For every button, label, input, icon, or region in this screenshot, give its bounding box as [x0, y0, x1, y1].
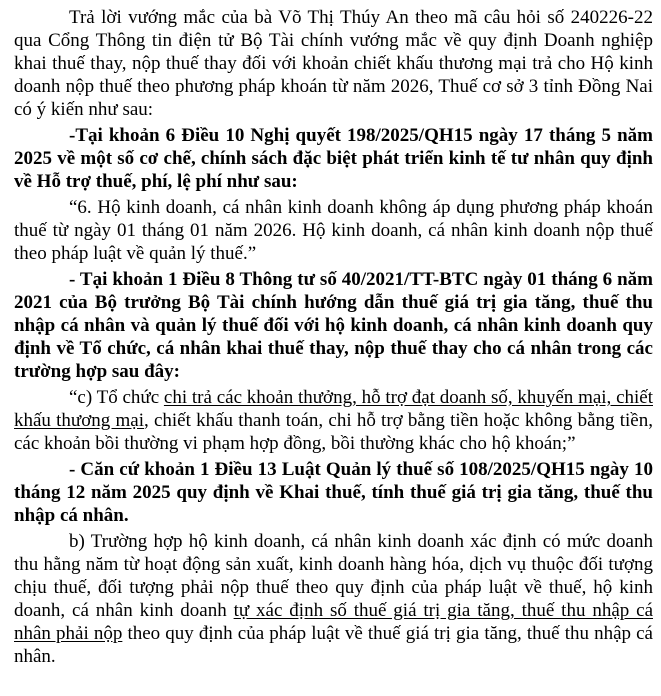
text-segment: “6. Hộ kinh doanh, cá nhân kinh doanh không áp dụng phương pháp khoán thuế từ ngày 01 tháng 01 năm 2026. Hộ kinh doanh, cá nhân kinh doanh nộp thuế theo pháp luật về quản lý thuế.”	[14, 197, 653, 264]
paragraph-quote-diem-c	[14, 386, 653, 455]
paragraph-citation-luat-108	[14, 458, 653, 527]
paragraph-intro	[14, 6, 653, 121]
text-segment: , chiết khấu thanh toán, chi hỗ trợ bằng tiền hoặc không bằng tiền, các khoản bồi thường vi phạm hợp đồng, bồi thường khác cho hộ khoán;”	[14, 410, 653, 454]
paragraph-citation-nghi-quyet-198	[14, 124, 653, 193]
text-segment: “c) Tổ chức	[69, 387, 164, 408]
text-segment: b) Trường hợp hộ kinh doanh, cá nhân kinh doanh xác định có mức doanh thu hằng năm từ hoạt động sản xuất, kinh doanh hàng hóa, dịch vụ thuộc đối tượng chịu thuế, đối tượng phải nộp thuế theo quy định của pháp luật về thuế, hộ kinh doanh, cá nhân kinh doanh	[14, 531, 653, 621]
text-segment: -Tại khoản 6 Điều 10 Nghị quyết 198/2025/QH15 ngày 17 tháng 5 năm 2025 về một số cơ chế, chính sách đặc biệt phát triển kinh tế tư nhân quy định về Hỗ trợ thuế, phí, lệ phí như sau:	[14, 125, 653, 192]
text-segment: - Tại khoản 1 Điều 8 Thông tư số 40/2021/TT-BTC ngày 01 tháng 6 năm 2021 của Bộ trưởng Bộ Tài chính hướng dẫn thuế giá trị gia tăng, thuế thu nhập cá nhân và quản lý thuế đối với hộ kinh doanh, cá nhân kinh doanh quy định về Tổ chức, cá nhân khai thuế thay, nộp thuế thay cho cá nhân trong các trường hợp sau đây:	[14, 269, 653, 382]
paragraph-quote-khoan-6	[14, 196, 653, 265]
text-segment: Trả lời vướng mắc của bà Võ Thị Thúy An theo mã câu hỏi số 240226-22 qua Cổng Thông tin điện tử Bộ Tài chính vướng mắc về quy định Doanh nghiệp khai thuế thay, nộp thuế thay đối với khoản chiết khấu thương mại trả cho Hộ kinh doanh nộp thuế theo phương pháp khoán từ năm 2026, Thuế cơ sở 3 tỉnh Đồng Nai có ý kiến như sau:	[14, 7, 653, 120]
underlined-text-segment: chi trả các khoản thưởng, hỗ trợ đạt doanh số, khuyến mại, chiết khấu thương mại	[14, 387, 653, 431]
paragraph-quote-diem-b	[14, 530, 653, 668]
text-segment: - Căn cứ khoản 1 Điều 13 Luật Quản lý thuế số 108/2025/QH15 ngày 10 tháng 12 năm 2025 quy định về Khai thuế, tính thuế giá trị gia tăng, thuế thu nhập cá nhân.	[14, 459, 653, 526]
underlined-text-segment: tự xác định số thuế giá trị gia tăng, thuế thu nhập cá nhân phải nộp	[14, 600, 654, 644]
text-segment: theo quy định của pháp luật về thuế giá trị gia tăng, thuế thu nhập cá nhân.	[14, 623, 653, 667]
paragraph-citation-thong-tu-40	[14, 268, 653, 383]
